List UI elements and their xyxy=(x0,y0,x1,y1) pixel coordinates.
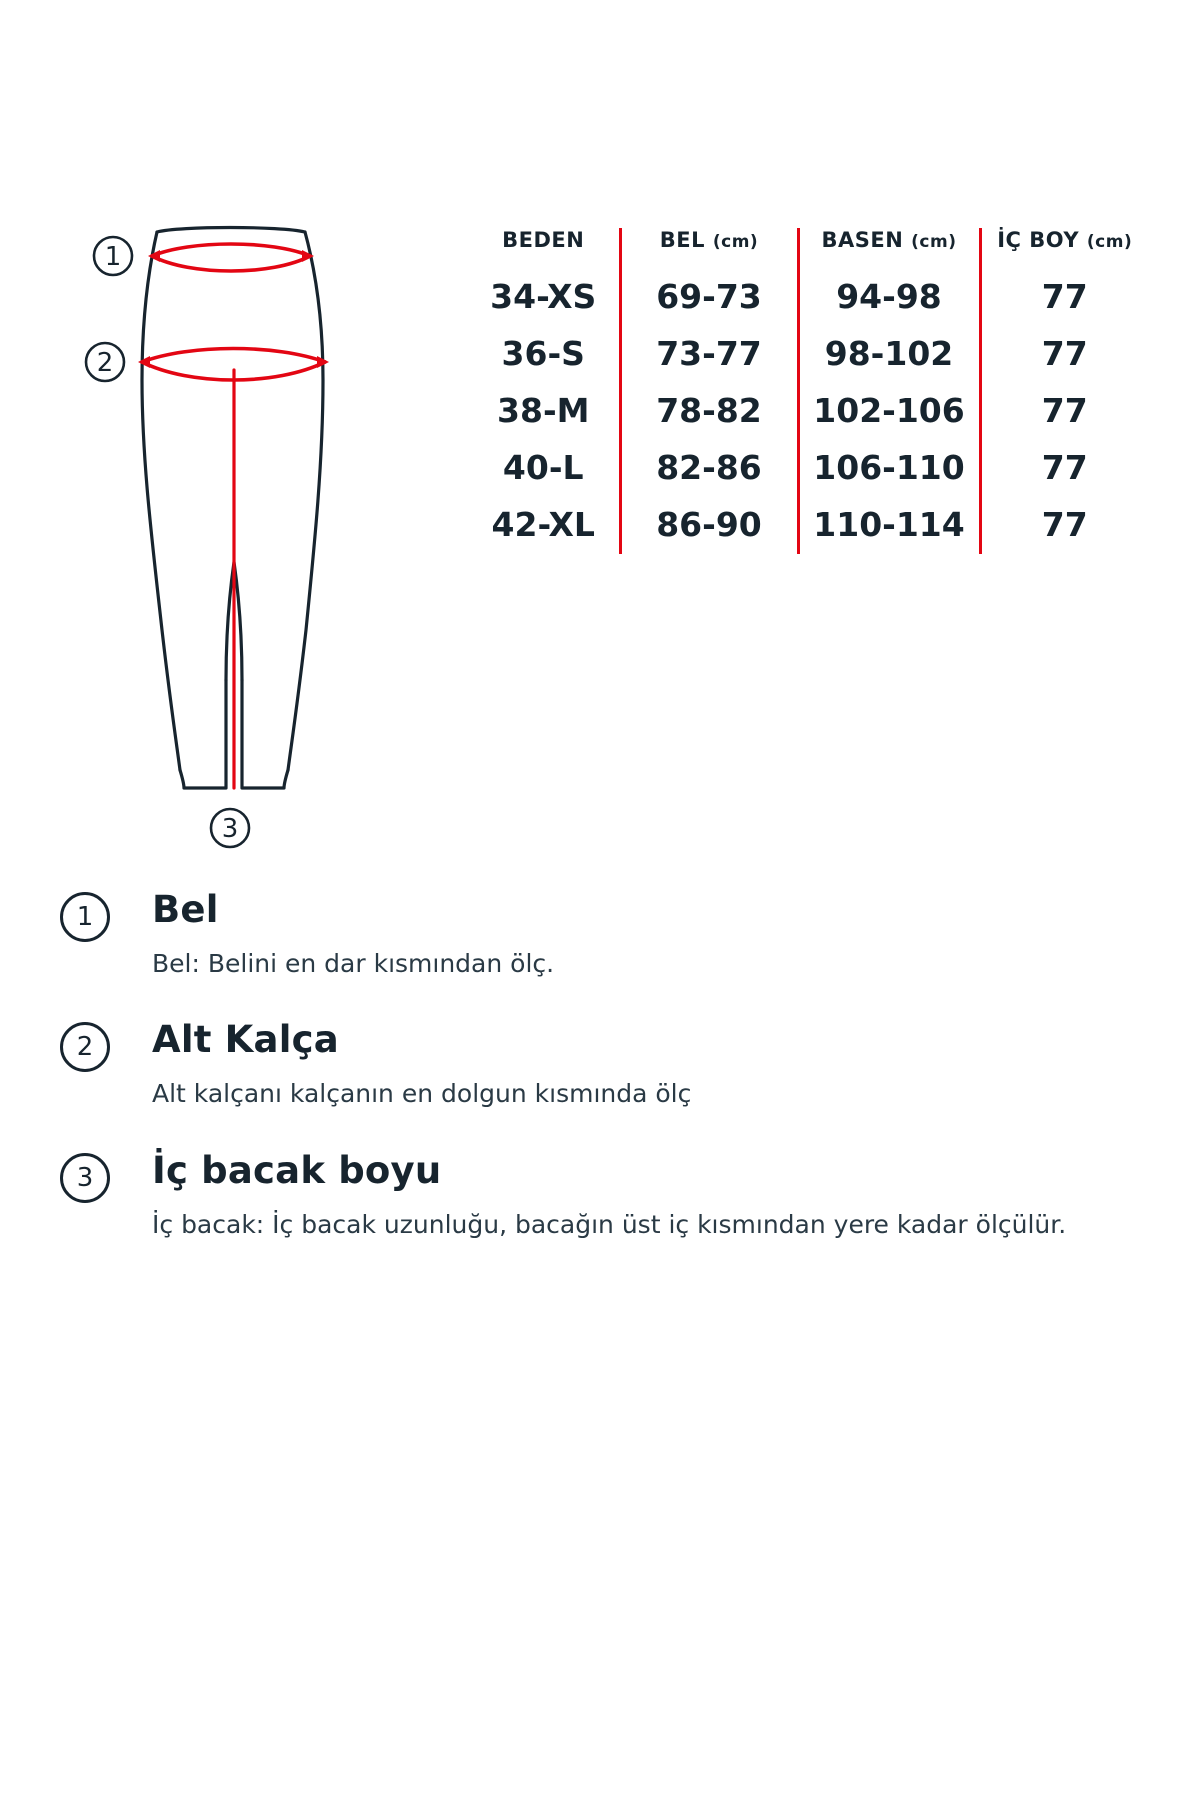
column-header-bel xyxy=(620,228,798,268)
measurement-figure xyxy=(80,210,400,900)
column-header-beden-label: BEDEN xyxy=(502,228,585,252)
cell-beden: 38-M xyxy=(468,382,620,439)
cell-icboy: 77 xyxy=(1041,277,1088,316)
cell-icboy: 77 xyxy=(1041,391,1088,430)
size-table xyxy=(468,228,1148,554)
figure-marker-1: 1 xyxy=(104,242,122,272)
cell-icboy: 77 xyxy=(1041,334,1088,373)
table-row xyxy=(468,268,1148,325)
cell-basen: 110-114 xyxy=(798,496,980,554)
cell-beden: 42-XL xyxy=(468,496,620,554)
column-header-icboy-unit: (cm) xyxy=(1086,232,1133,252)
instruction-badge-3: 3 xyxy=(60,1153,110,1203)
column-header-basen-unit: (cm) xyxy=(911,232,957,252)
cell-bel: 78-82 xyxy=(620,382,798,439)
column-header-icboy-label: İÇ BOY xyxy=(997,228,1080,252)
instruction-text-ic-bacak: İç bacak: İç bacak uzunluğu, bacağın üst iç kısmından yere kadar ölçülür. xyxy=(152,1209,1067,1239)
cell-basen: 102-106 xyxy=(798,382,980,439)
instruction-text-alt-kalca: Alt kalçanı kalçanın en dolgun kısmında ölç xyxy=(152,1079,692,1109)
instruction-title-ic-bacak: İç bacak boyu xyxy=(152,1148,442,1192)
figure-marker-3: 3 xyxy=(221,814,239,844)
cell-icboy: 77 xyxy=(1041,505,1088,544)
cell-beden: 40-L xyxy=(468,439,620,496)
table-row xyxy=(468,439,1148,496)
cell-bel: 73-77 xyxy=(620,325,798,382)
instruction-item-alt-kalca xyxy=(60,1020,1140,1110)
table-row xyxy=(468,382,1148,439)
cell-bel: 69-73 xyxy=(620,268,798,325)
column-header-bel-label: BEL xyxy=(659,228,706,252)
size-table-wrap xyxy=(468,228,1148,554)
cell-beden: 36-S xyxy=(468,325,620,382)
figure-marker-2: 2 xyxy=(96,348,114,378)
instruction-badge-1: 1 xyxy=(60,892,110,942)
cell-basen: 94-98 xyxy=(798,268,980,325)
size-guide-top xyxy=(0,210,1200,900)
instruction-title-bel: Bel xyxy=(152,888,219,931)
measurement-instructions xyxy=(60,890,1140,1281)
column-header-bel-unit: (cm) xyxy=(712,232,759,252)
table-row xyxy=(468,496,1148,554)
cell-bel: 82-86 xyxy=(620,439,798,496)
cell-beden: 34-XS xyxy=(468,268,620,325)
instruction-badge-2: 2 xyxy=(60,1022,110,1072)
cell-bel: 86-90 xyxy=(620,496,798,554)
table-row xyxy=(468,325,1148,382)
column-header-icboy xyxy=(980,228,1148,268)
cell-icboy: 77 xyxy=(1041,448,1088,487)
instruction-text-bel: Bel: Belini en dar kısmından ölç. xyxy=(152,948,555,978)
instruction-title-alt-kalca: Alt Kalça xyxy=(152,1018,339,1062)
table-header-row xyxy=(468,228,1148,268)
cell-basen: 106-110 xyxy=(798,439,980,496)
cell-basen: 98-102 xyxy=(798,325,980,382)
instruction-item-ic-bacak xyxy=(60,1148,1140,1241)
column-header-basen-label: BASEN xyxy=(821,228,904,252)
instruction-item-bel xyxy=(60,890,1140,980)
column-header-beden xyxy=(468,228,620,268)
column-header-basen xyxy=(798,228,980,268)
